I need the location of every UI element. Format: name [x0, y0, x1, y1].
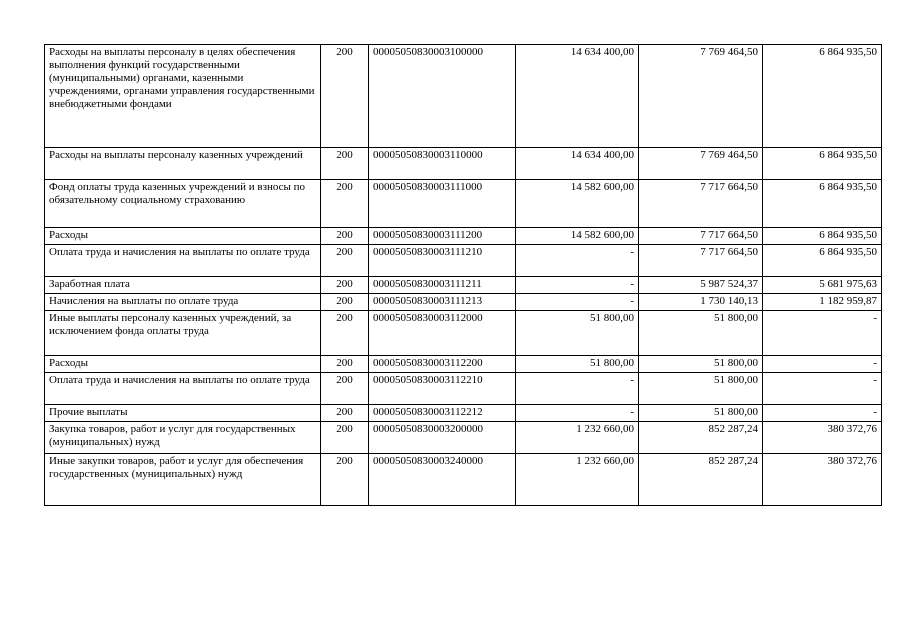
row-name: Иные выплаты персоналу казенных учреждений, за исключением фонда оплаты труда	[45, 311, 321, 356]
table-row	[45, 454, 882, 506]
table-row	[45, 245, 882, 277]
row-executed: 852 287,24	[639, 454, 763, 506]
row-approved: 14 582 600,00	[516, 228, 639, 245]
row-unexecuted: 6 864 935,50	[763, 245, 882, 277]
table-body	[45, 45, 882, 506]
row-approved: 1 232 660,00	[516, 454, 639, 506]
table-row	[45, 294, 882, 311]
table-row	[45, 356, 882, 373]
row-name: Заработная плата	[45, 277, 321, 294]
row-executed: 7 769 464,50	[639, 148, 763, 180]
table-row	[45, 277, 882, 294]
budget-execution-table	[44, 44, 882, 506]
row-name: Начисления на выплаты по оплате труда	[45, 294, 321, 311]
row-classification-code: 00005050830003112000	[369, 311, 516, 356]
row-name: Оплата труда и начисления на выплаты по оплате труда	[45, 373, 321, 405]
table-row	[45, 311, 882, 356]
row-approved: 14 634 400,00	[516, 148, 639, 180]
row-approved: 51 800,00	[516, 356, 639, 373]
row-line-code: 200	[321, 45, 369, 148]
row-name: Оплата труда и начисления на выплаты по оплате труда	[45, 245, 321, 277]
row-line-code: 200	[321, 148, 369, 180]
row-executed: 51 800,00	[639, 311, 763, 356]
row-classification-code: 00005050830003111213	[369, 294, 516, 311]
row-classification-code: 00005050830003111200	[369, 228, 516, 245]
row-line-code: 200	[321, 311, 369, 356]
row-approved: -	[516, 405, 639, 422]
row-classification-code: 00005050830003110000	[369, 148, 516, 180]
row-classification-code: 00005050830003112212	[369, 405, 516, 422]
row-unexecuted: 6 864 935,50	[763, 180, 882, 228]
table-row	[45, 45, 882, 148]
row-executed: 51 800,00	[639, 405, 763, 422]
row-executed: 7 717 664,50	[639, 180, 763, 228]
row-unexecuted: 5 681 975,63	[763, 277, 882, 294]
row-approved: 14 582 600,00	[516, 180, 639, 228]
row-line-code: 200	[321, 454, 369, 506]
row-unexecuted: -	[763, 311, 882, 356]
row-unexecuted: -	[763, 356, 882, 373]
row-line-code: 200	[321, 245, 369, 277]
table-row	[45, 422, 882, 454]
row-line-code: 200	[321, 373, 369, 405]
row-classification-code: 00005050830003111000	[369, 180, 516, 228]
row-line-code: 200	[321, 405, 369, 422]
row-classification-code: 00005050830003240000	[369, 454, 516, 506]
row-line-code: 200	[321, 422, 369, 454]
table-row	[45, 148, 882, 180]
row-line-code: 200	[321, 356, 369, 373]
row-unexecuted: 1 182 959,87	[763, 294, 882, 311]
row-name: Расходы на выплаты персоналу в целях обеспечения выполнения функций государственными (муниципальными) органами, казенными учреждениями, органами управления государственными внебюджетными фондами	[45, 45, 321, 148]
row-classification-code: 00005050830003111211	[369, 277, 516, 294]
row-line-code: 200	[321, 228, 369, 245]
row-classification-code: 00005050830003112200	[369, 356, 516, 373]
row-name: Фонд оплаты труда казенных учреждений и взносы по обязательному социальному страхованию	[45, 180, 321, 228]
row-name: Иные закупки товаров, работ и услуг для обеспечения государственных (муниципальных) нужд	[45, 454, 321, 506]
row-executed: 51 800,00	[639, 373, 763, 405]
row-approved: -	[516, 245, 639, 277]
row-executed: 7 717 664,50	[639, 245, 763, 277]
row-classification-code: 00005050830003112210	[369, 373, 516, 405]
row-approved: 51 800,00	[516, 311, 639, 356]
row-line-code: 200	[321, 294, 369, 311]
row-unexecuted: 380 372,76	[763, 454, 882, 506]
row-name: Прочие выплаты	[45, 405, 321, 422]
row-line-code: 200	[321, 277, 369, 294]
row-unexecuted: -	[763, 405, 882, 422]
row-name: Расходы	[45, 356, 321, 373]
row-classification-code: 00005050830003111210	[369, 245, 516, 277]
row-approved: 1 232 660,00	[516, 422, 639, 454]
row-executed: 5 987 524,37	[639, 277, 763, 294]
row-executed: 51 800,00	[639, 356, 763, 373]
table-row	[45, 405, 882, 422]
table-row	[45, 373, 882, 405]
row-approved: -	[516, 373, 639, 405]
row-executed: 7 717 664,50	[639, 228, 763, 245]
row-executed: 7 769 464,50	[639, 45, 763, 148]
table-row	[45, 228, 882, 245]
row-classification-code: 00005050830003100000	[369, 45, 516, 148]
row-executed: 852 287,24	[639, 422, 763, 454]
table-row	[45, 180, 882, 228]
row-unexecuted: 6 864 935,50	[763, 148, 882, 180]
row-line-code: 200	[321, 180, 369, 228]
row-name: Расходы	[45, 228, 321, 245]
row-executed: 1 730 140,13	[639, 294, 763, 311]
row-unexecuted: 6 864 935,50	[763, 45, 882, 148]
row-unexecuted: -	[763, 373, 882, 405]
row-approved: 14 634 400,00	[516, 45, 639, 148]
row-name: Расходы на выплаты персоналу казенных учреждений	[45, 148, 321, 180]
row-approved: -	[516, 294, 639, 311]
row-approved: -	[516, 277, 639, 294]
row-unexecuted: 6 864 935,50	[763, 228, 882, 245]
row-classification-code: 00005050830003200000	[369, 422, 516, 454]
row-name: Закупка товаров, работ и услуг для государственных (муниципальных) нужд	[45, 422, 321, 454]
row-unexecuted: 380 372,76	[763, 422, 882, 454]
